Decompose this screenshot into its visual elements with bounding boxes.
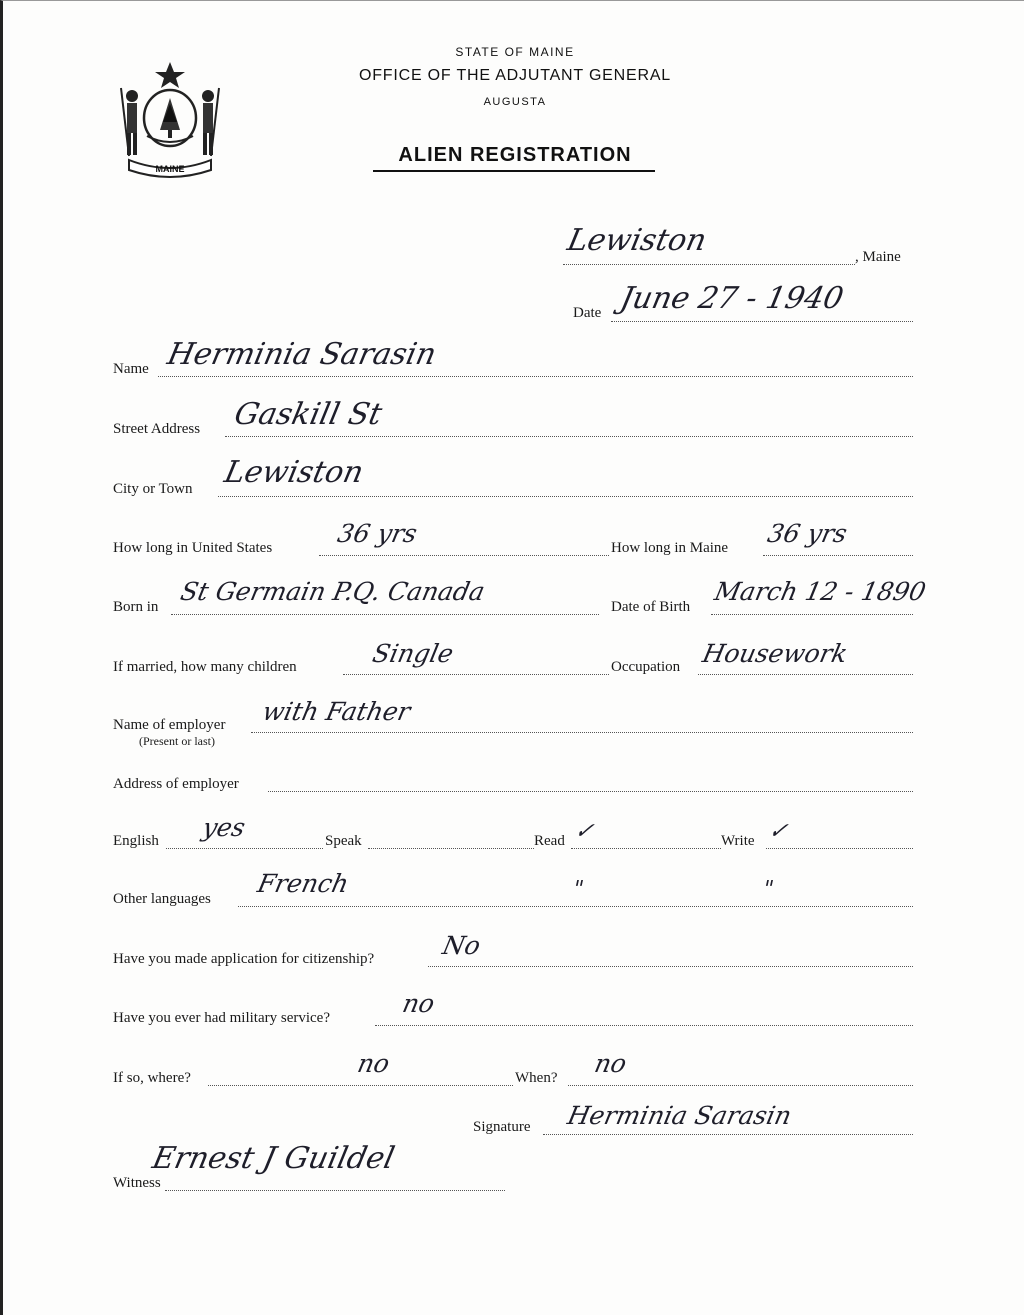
dob-line [711,614,913,615]
occupation-label: Occupation [611,659,681,675]
read-label: Read [534,833,565,849]
military-value: no [399,989,438,1018]
other-languages-value: French [254,869,352,898]
dob-value: March 12 - 1890 [711,577,929,606]
maine-duration-label: How long in Maine [611,540,729,556]
employer-sublabel: (Present or last) [139,734,215,748]
street-value: Gaskill St [231,397,386,432]
english-label: English [113,833,159,849]
street-line [225,436,913,437]
where-label: If so, where? [113,1070,191,1086]
employer-label: Name of employer [113,717,226,733]
children-line [343,674,609,675]
where-value: no [354,1049,393,1078]
us-duration-label: How long in United States [113,540,273,556]
header-state: STATE OF MAINE [455,45,575,59]
military-line [375,1025,913,1026]
when-line [568,1085,913,1086]
witness-line [165,1190,505,1191]
name-line [158,376,913,377]
maine-duration-line [763,555,913,556]
maine-duration-value: 36 yrs [764,519,850,548]
other-languages-label: Other languages [113,891,211,907]
born-line [171,614,599,615]
us-duration-line [319,555,609,556]
employer-address-line [268,791,913,792]
name-value: Herminia Sarasin [164,337,440,372]
children-value: Single [369,639,457,668]
signature-line [543,1134,913,1135]
other-languages-write-mark: " [760,877,776,902]
when-value: no [591,1049,630,1078]
name-label: Name [113,361,149,377]
born-value: St Germain P.Q. Canada [177,577,488,606]
other-languages-read-mark: " [570,877,586,902]
occupation-value: Housework [699,639,851,668]
write-value: ✓ [766,819,791,844]
when-label: When? [515,1070,558,1086]
form-title: ALIEN REGISTRATION [398,144,632,166]
employer-address-label: Address of employer [113,776,239,792]
english-line [166,848,323,849]
city-line [218,496,913,497]
town-value: Lewiston [564,223,710,258]
military-label: Have you ever had military service? [113,1010,330,1026]
signature-label: Signature [473,1119,531,1135]
maine-suffix: , Maine [855,249,901,265]
occupation-line [698,674,913,675]
employer-value: with Father [259,697,414,726]
read-value: ✓ [572,819,597,844]
city-label: City or Town [113,481,193,497]
read-line [571,848,721,849]
town-line [563,264,855,265]
title-underline [373,170,655,172]
children-label: If married, how many children [113,659,297,675]
citizenship-line [428,966,913,967]
citizenship-label: Have you made application for citizenship? [113,951,375,967]
witness-label: Witness [113,1175,161,1191]
witness-value: Ernest J Guildel [149,1141,398,1176]
header-city: AUGUSTA [483,96,547,108]
speak-line [368,848,534,849]
city-value: Lewiston [221,455,367,490]
dob-label: Date of Birth [611,599,691,615]
speak-label: Speak [325,833,362,849]
employer-line [251,732,913,733]
write-line [766,848,913,849]
where-line [208,1085,513,1086]
other-languages-line [238,906,913,907]
header-office: OFFICE OF THE ADJUTANT GENERAL [358,67,672,84]
us-duration-value: 36 yrs [334,519,420,548]
date-value: June 27 - 1940 [617,281,847,316]
seal-banner-text: MAINE [155,164,185,174]
write-label: Write [721,833,755,849]
signature-value: Herminia Sarasin [564,1101,795,1130]
date-line [611,321,913,322]
date-label: Date [573,305,602,321]
english-value: yes [199,813,248,842]
street-label: Street Address [113,421,201,437]
born-label: Born in [113,599,159,615]
citizenship-value: No [439,931,484,960]
